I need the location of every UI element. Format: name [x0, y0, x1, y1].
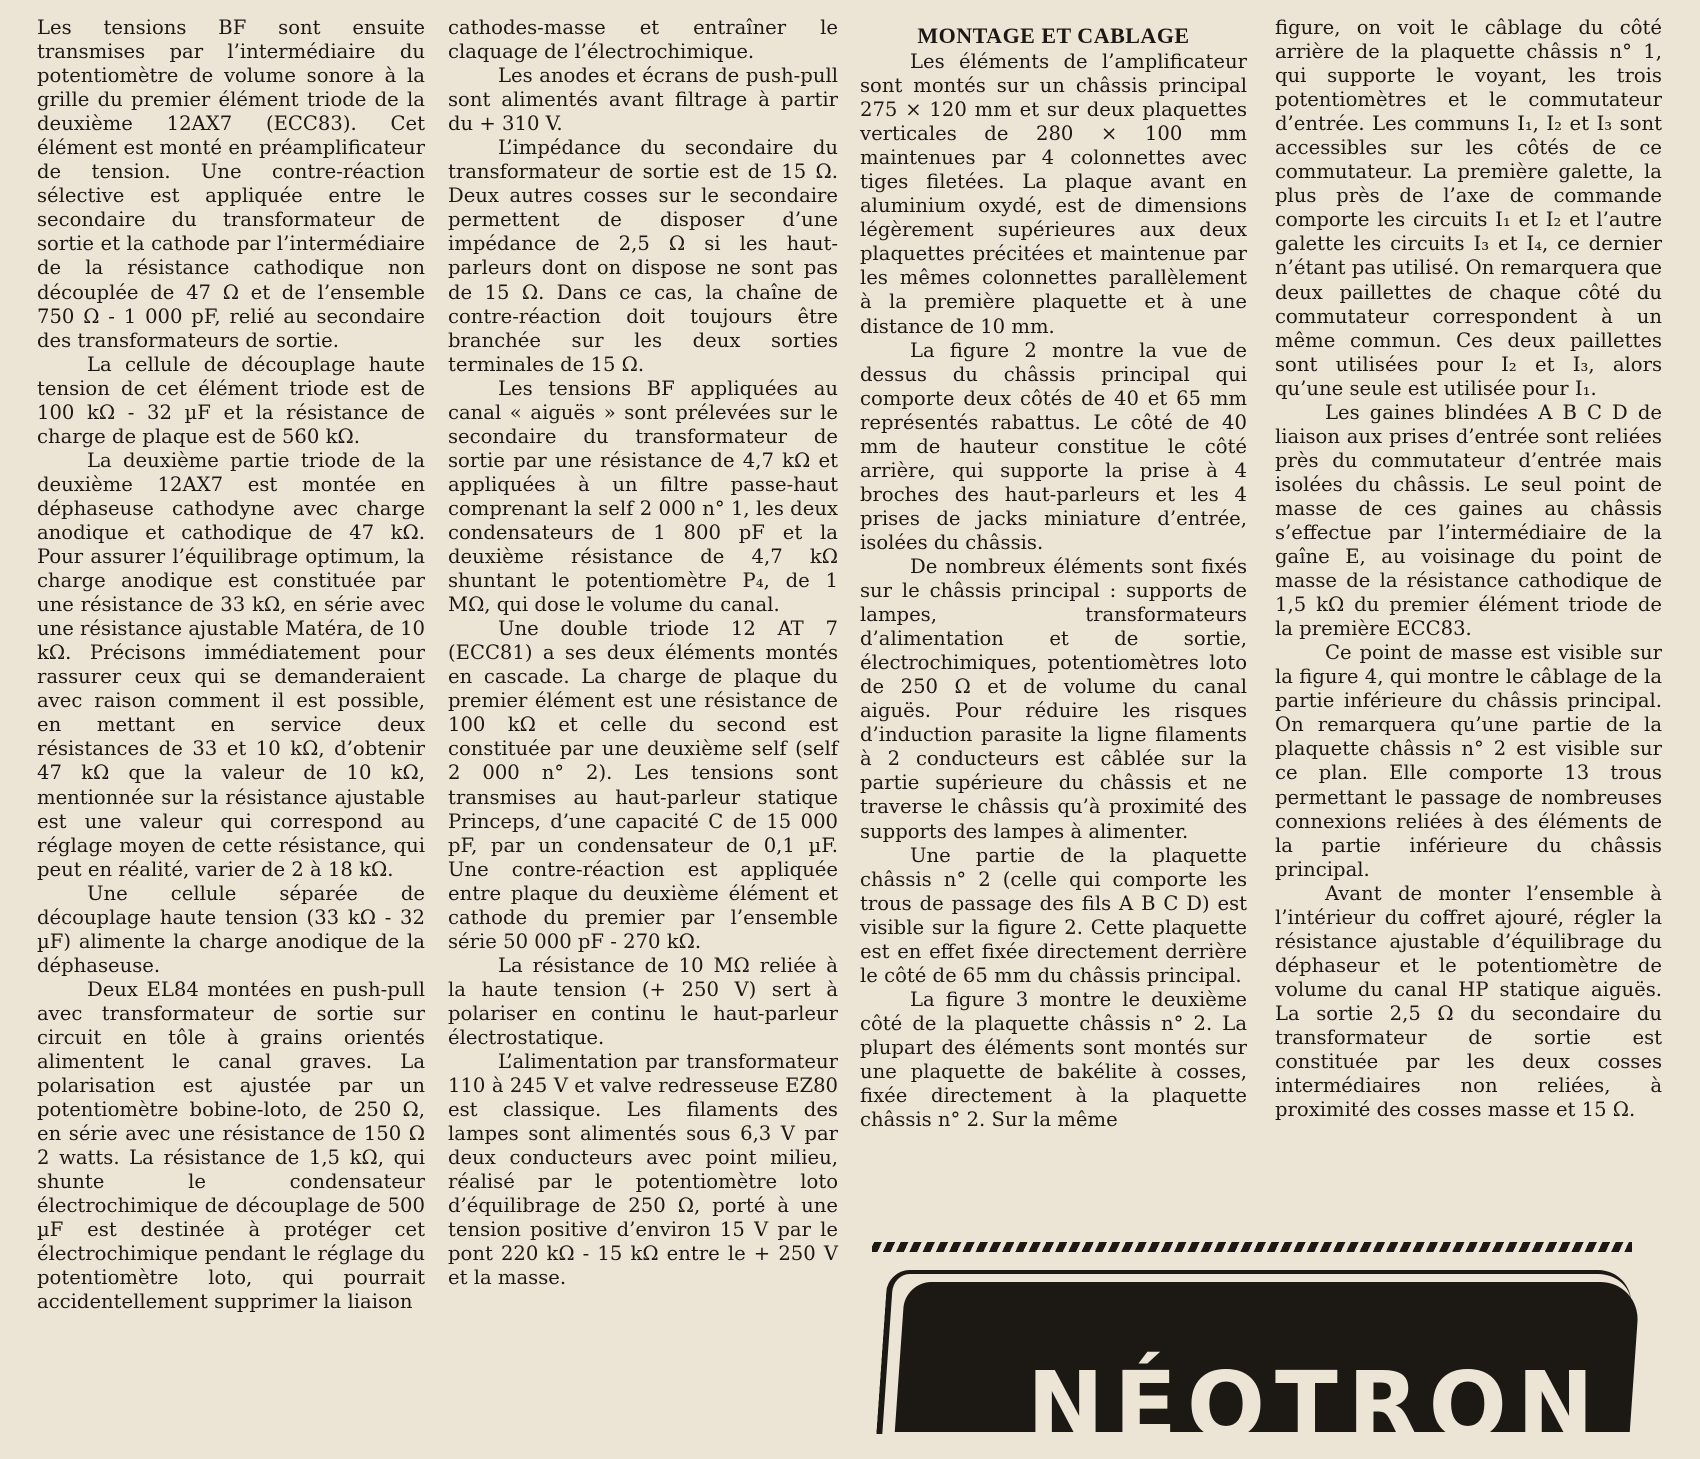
section-title: MONTAGE ET CABLAGE [917, 23, 1190, 48]
paragraph: L’alimentation par transformateur 110 à 245 V et valve redresseuse EZ80 est classique. Les filaments des lampes sont alimentés sous 6,3 V par deux conducteurs avec point milieu, réalisé par le potentiomètre loto d’équilibrage de 250 Ω, porté à une tension positive d’environ 15 V par le pont 220 kΩ - 15 kΩ entre le + 250 V et la masse. [448, 1050, 838, 1290]
paragraph: Les anodes et écrans de push-pull sont alimentés avant filtrage à partir du + 310 V. [448, 64, 838, 136]
paragraph: La figure 3 montre le deuxième côté de la plaquette châssis n° 2. La plupart des éléments sont montés sur une plaquette de bakélite à cosses, fixée directement à la plaquette châssis n° 2. Sur la même [860, 987, 1247, 1132]
brand-logo: NÉOTRON [1027, 1352, 1604, 1459]
advertisement [872, 1242, 1632, 1459]
paragraph: figure, on voit le câblage du côté arrière de la plaquette châssis n° 1, qui supporte le voyant, les trois potentiomètres et le commutateur d’entrée. Les communs I₁, I₂ et I₃ sont accessibles sur les côtés de ce commutateur. La première galette, la plus près de l’axe de commande comporte les circuits I₁ et I₂ et l’autre galette les circuits I₃ et I₄, ce dernier n’étant pas utilisé. On remarquera que deux paillettes de chaque côté du commutateur correspondent à un même commun. Ces deux paillettes sont utilisées pour I₂ et I₃, alors qu’une seule est utilisée pour I₁. [1275, 16, 1662, 400]
paragraph: Les gaines blindées A B C D de liaison aux prises d’entrée sont reliées près du commutateur d’entrée mais isolées du châssis. Le seul point de masse de ces gaines au châssis s’effectue par l’intermédiaire de la gaîne E, au voisinage du point de masse de la résistance cathodique de 1,5 kΩ du premier élément triode de la première ECC83. [1275, 400, 1662, 641]
text-column-3 [860, 16, 1247, 1132]
paragraph: Deux EL84 montées en push-pull avec transformateur de sortie sur circuit en tôle à grains orientés alimentent le canal graves. La polarisation est ajustée par un potentiomètre bobine-loto, de 250 Ω, en série avec une résistance de 150 Ω 2 watts. La résistance de 1,5 kΩ, qui shunte le condensateur électrochimique de découplage de 500 µF est destinée à protéger cet électrochimique pendant le réglage du potentiomètre loto, qui pourrait accidentellement supprimer la liaison [37, 977, 425, 1314]
paragraph: Une double triode 12 AT 7 (ECC81) a ses deux éléments montés en cascade. La charge de plaque du premier élément est une résistance de 100 kΩ et celle du second est constituée par une deuxième self (self 2 000 n° 2). Les tensions sont transmises au haut-parleur statique Princeps, d’une capacité C de 15 000 pF, par un condensateur de 0,1 µF. Une contre-réaction est appliquée entre plaque du deuxième élément et cathode du premier par l’ensemble série 50 000 pF - 270 kΩ. [448, 617, 838, 953]
paragraph: De nombreux éléments sont fixés sur le châssis principal : supports de lampes, transformateurs d’alimentation et de sortie, électrochimiques, potentiomètres loto de 250 Ω et de volume du canal aiguës. Pour réduire les risques d’induction parasite la ligne filaments à 2 conducteurs est câblée sur la partie supérieure du châssis et ne traverse le châssis qu’à proximité des supports des lampes à alimenter. [860, 554, 1247, 843]
text-column-1 [37, 16, 425, 1315]
paragraph: La résistance de 10 MΩ reliée à la haute tension (+ 250 V) sert à polariser en continu le haut-parleur électrostatique. [448, 953, 838, 1049]
paragraph: La deuxième partie triode de la deuxième 12AX7 est montée en déphaseuse cathodyne avec charge anodique et cathodique de 47 kΩ. Pour assurer l’équilibrage optimum, la charge anodique est constituée par une résistance de 33 kΩ, en série avec une résistance ajustable Matéra, de 10 kΩ. Précisons immédiatement pour rassurer ceux qui se demanderaient avec raison comment il est possible, en mettant en service deux résistances de 33 et 10 kΩ, d’obtenir 47 kΩ que la valeur de 10 kΩ, mentionnée sur la résistance ajustable est une valeur qui correspond au réglage moyen de cette résistance, qui peut en réalité, varier de 2 à 18 kΩ. [37, 448, 426, 881]
paragraph: cathodes-masse et entraîner le claquage de l’électrochimique. [448, 16, 838, 64]
paragraph: La figure 2 montre la vue de dessus du châssis principal qui comporte deux côtés de 40 et 65 mm représentés rabattus. Le côté de 40 mm de hauteur constitue le côté arrière, qui supporte la prise à 4 broches des haut-parleurs et les 4 prises de jacks miniature d’entrée, isolées du châssis. [860, 338, 1247, 554]
paragraph: Ce point de masse est visible sur la figure 4, qui montre le câblage de la partie inférieure du châssis principal. On remarquera qu’une partie de la plaquette châssis n° 2 est visible sur ce plan. Elle comporte 13 trous permettant le passage de nombreuses connexions reliées à des éléments de la partie inférieure du châssis principal. [1275, 641, 1662, 881]
text-column-4 [1275, 16, 1662, 1122]
paragraph: Avant de monter l’ensemble à l’intérieur du coffret ajouré, régler la résistance ajustable d’équilibrage du déphaseur et le potentiomètre de volume du canal HP statique aiguës. La sortie 2,5 Ω du secondaire du transformateur de sortie est constituée par les deux cosses intermédiaires non reliées, à proximité des cosses masse et 15 Ω. [1275, 881, 1662, 1122]
paragraph: L’impédance du secondaire du transformateur de sortie est de 15 Ω. Deux autres cosses sur le secondaire permettent de disposer d’une impédance de 2,5 Ω si les haut-parleurs dont on dispose ne sont pas de 15 Ω. Dans ce cas, la chaîne de contre-réaction doit toujours être branchée sur les deux sorties terminales de 15 Ω. [448, 136, 838, 376]
dashed-rule [872, 1242, 1632, 1252]
paragraph: Les tensions BF sont ensuite transmises par l’intermédiaire du potentiomètre de volume sonore à la grille du premier élément triode de la deuxième 12AX7 (ECC83). Cet élément est monté en préamplificateur de tension. Une contre-réaction sélective est appliquée entre le secondaire du transformateur de sortie et la cathode par l’intermédiaire de la résistance cathodique non découplée de 47 Ω et de l’ensemble 750 Ω - 1 000 pF, relié au secondaire des transformateurs de sortie. [37, 16, 425, 352]
text-column-2 [448, 16, 838, 1290]
paragraph: Les tensions BF appliquées au canal « aiguës » sont prélevées sur le secondaire du transformateur de sortie par une résistance de 4,7 kΩ et appliquées à un filtre passe-haut comprenant la self 2 000 n° 1, les deux condensateurs de 1 800 pF et la deuxième résistance de 4,7 kΩ shuntant le potentiomètre P₄, de 1 MΩ, qui dose le volume du canal. [448, 376, 838, 617]
paragraph: Une cellule séparée de découplage haute tension (33 kΩ - 32 µF) alimente la charge anodique de la déphaseuse. [37, 881, 425, 977]
paragraph: Une partie de la plaquette châssis n° 2 (celle qui comporte les trous de passage des fils A B C D) est visible sur la figure 2. Cette plaquette est en effet fixée directement derrière le côté de 65 mm du châssis principal. [860, 843, 1247, 987]
paragraph: Les éléments de l’amplificateur sont montés sur un châssis principal 275 × 120 mm et sur deux plaquettes verticales de 280 × 100 mm maintenues par 4 colonnettes avec tiges filetées. La plaque avant en aluminium oxydé, est de dimensions légèrement supérieures aux deux plaquettes précitées et maintenue par les mêmes colonnettes parallèlement à la première plaquette et à une distance de 10 mm. [860, 50, 1247, 338]
paragraph: La cellule de découplage haute tension de cet élément triode est de 100 kΩ - 32 µF et la résistance de charge de plaque est de 560 kΩ. [37, 352, 425, 448]
